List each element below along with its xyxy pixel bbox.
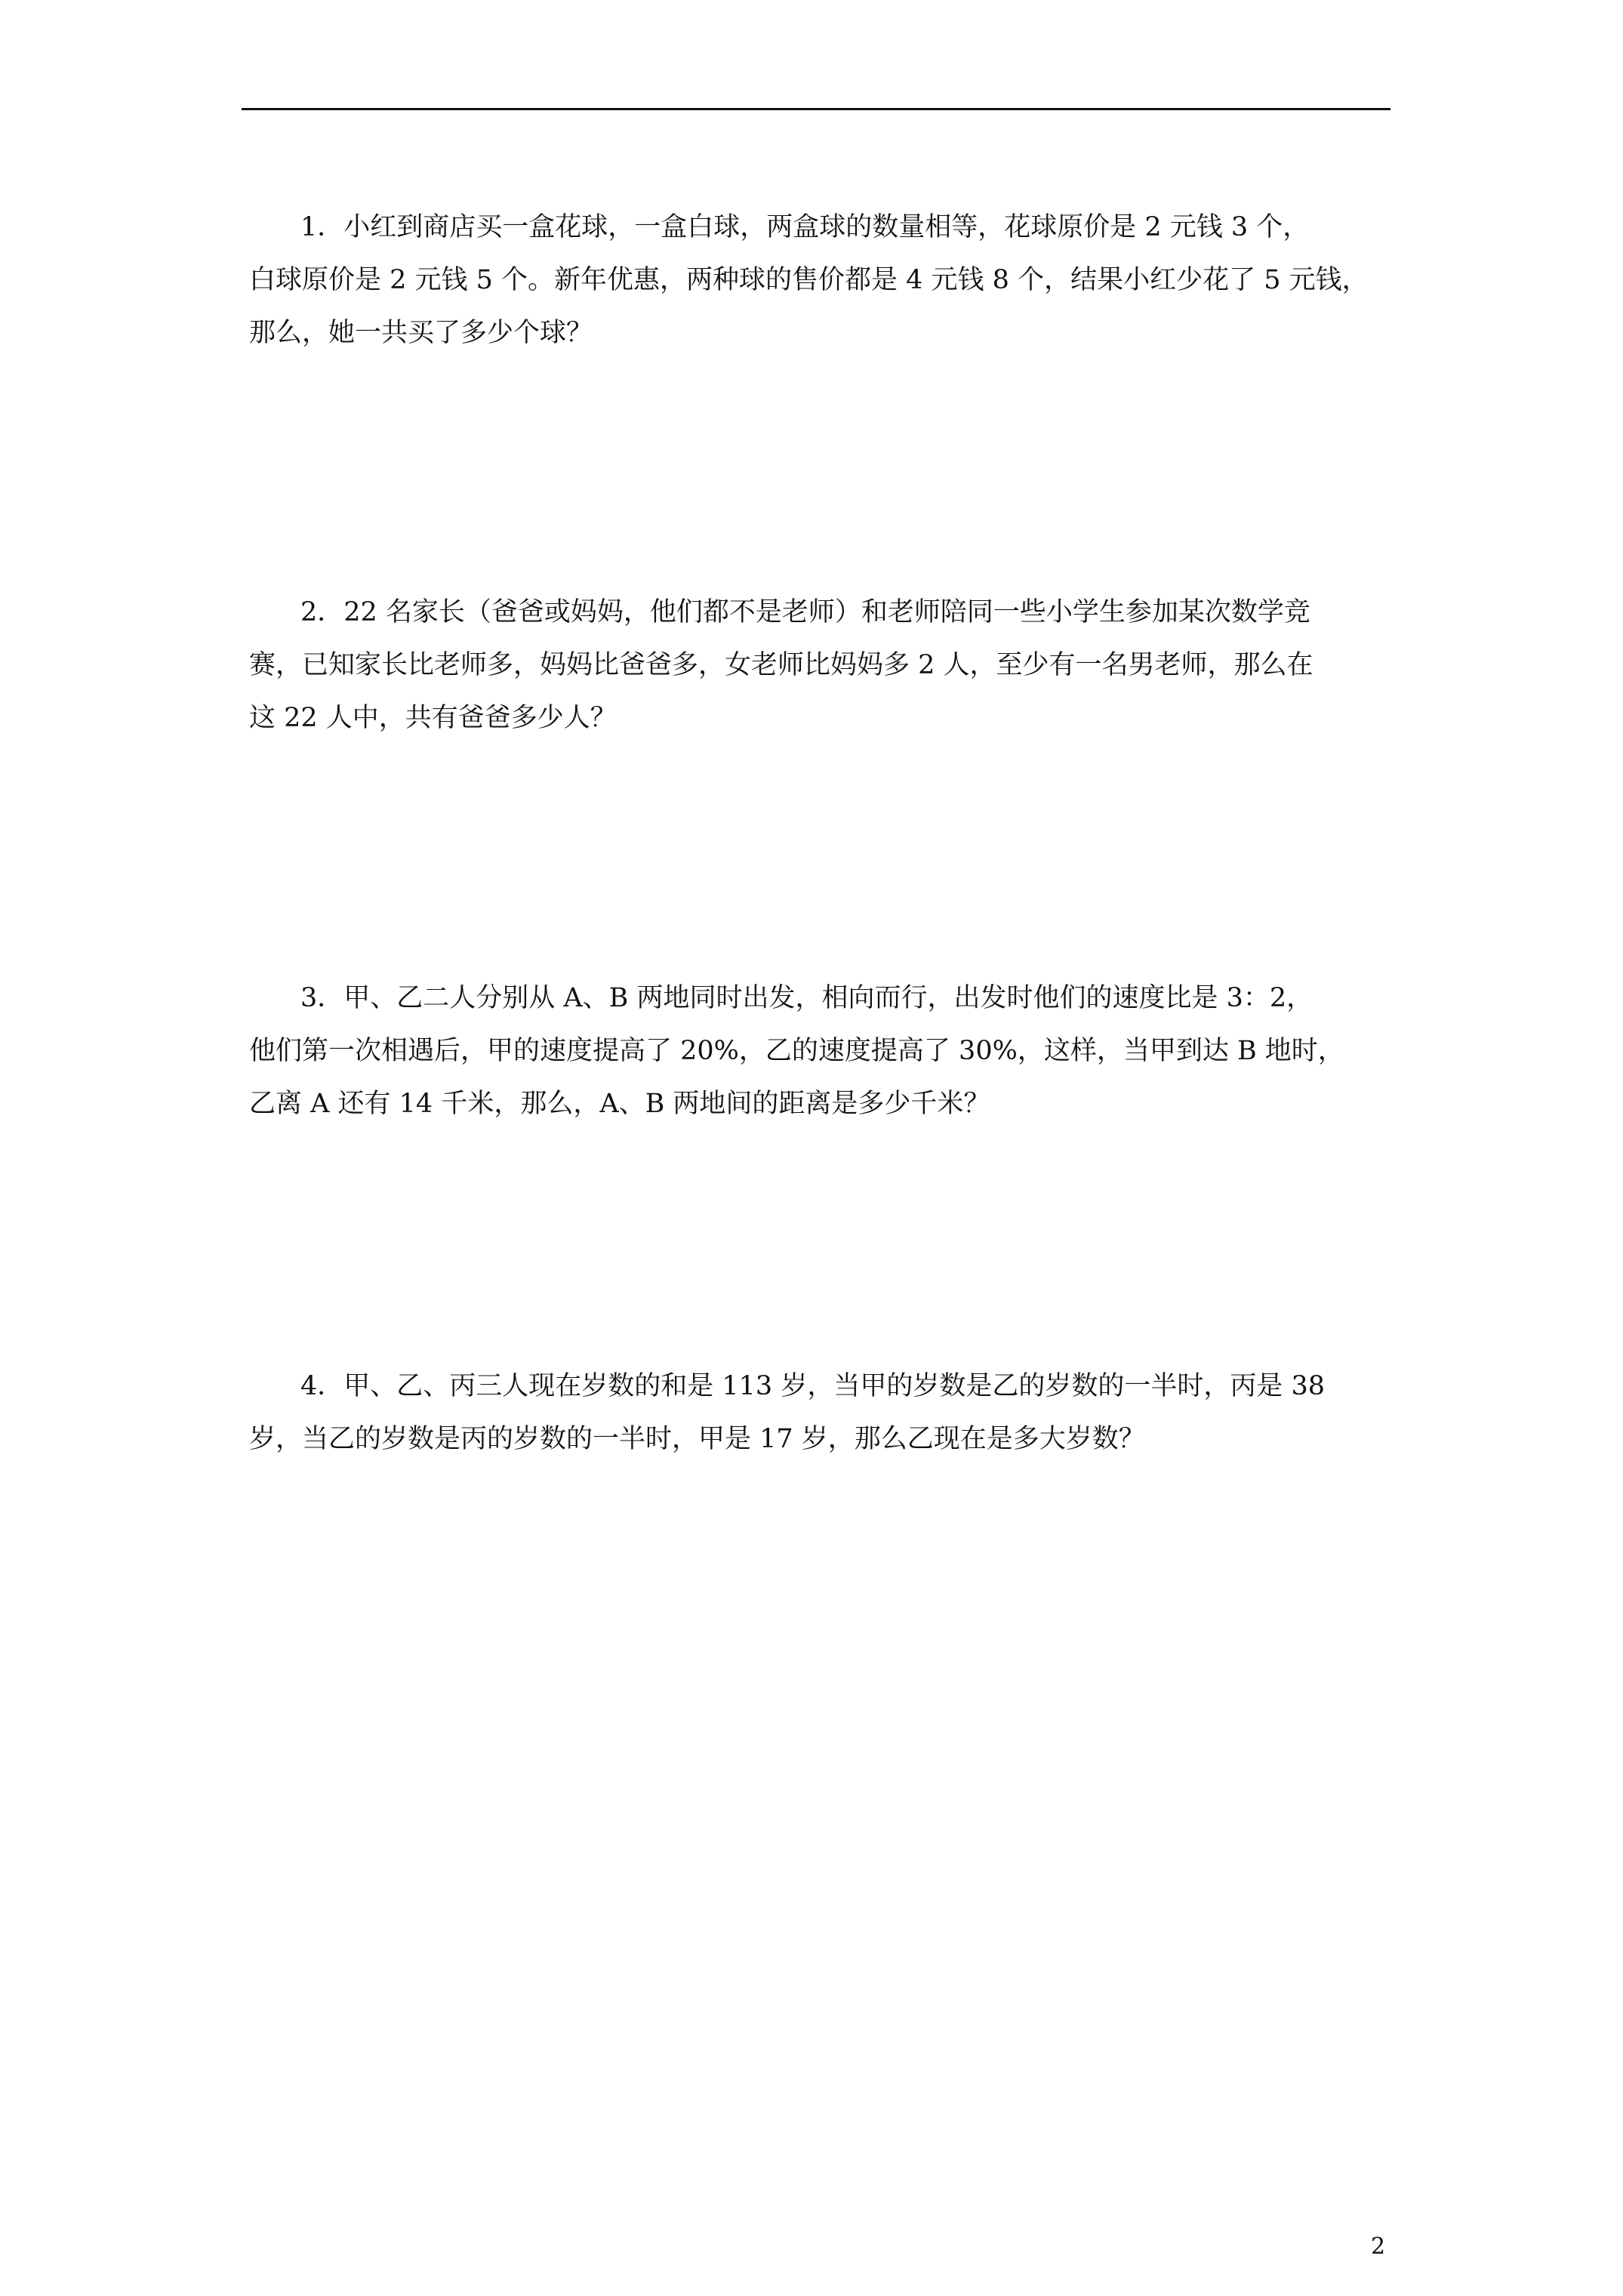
problem-3-line-1: 3．甲、乙二人分别从 A、B 两地同时出发，相向而行，出发时他们的速度比是 3：2， (300, 983, 1313, 1013)
problem-1-line-3: 那么，她一共买了多少个球？ (249, 318, 593, 348)
problem-3 (249, 972, 1389, 1130)
problem-3-line-3: 乙离 A 还有 14 千米，那么，A、B 两地间的距离是多少千米？ (249, 1089, 990, 1119)
problem-2 (249, 586, 1389, 744)
problem-4-line-1: 4．甲、乙、丙三人现在岁数的和是 113 岁，当甲的岁数是乙的岁数的一半时，丙是 38 (300, 1371, 1325, 1401)
problem-1-line-2: 白球原价是 2 元钱 5 个。新年优惠，两种球的售价都是 4 元钱 8 个，结果小红少花了 5 元钱， (249, 265, 1369, 295)
header-rule (242, 108, 1390, 110)
problem-4-line-2: 岁，当乙的岁数是丙的岁数的一半时，甲是 17 岁，那么乙现在是多大岁数？ (249, 1424, 1145, 1454)
problem-2-line-2: 赛，已知家长比老师多，妈妈比爸爸多，女老师比妈妈多 2 人，至少有一名男老师，那么在 (249, 650, 1313, 680)
problem-1 (249, 201, 1389, 359)
page-number: 2 (1371, 2233, 1386, 2260)
problem-3-line-2: 他们第一次相遇后，甲的速度提高了 20%，乙的速度提高了 30%，这样，当甲到达 B 地时， (249, 1036, 1344, 1066)
problem-1-line-1: 1．小红到商店买一盒花球，一盒白球，两盒球的数量相等，花球原价是 2 元钱 3 个， (300, 212, 1310, 242)
problem-2-line-1: 2．22 名家长（爸爸或妈妈，他们都不是老师）和老师陪同一些小学生参加某次数学竞 (300, 597, 1310, 627)
problem-2-line-3: 这 22 人中，共有爸爸多少人？ (249, 703, 617, 733)
problem-4 (249, 1360, 1389, 1465)
